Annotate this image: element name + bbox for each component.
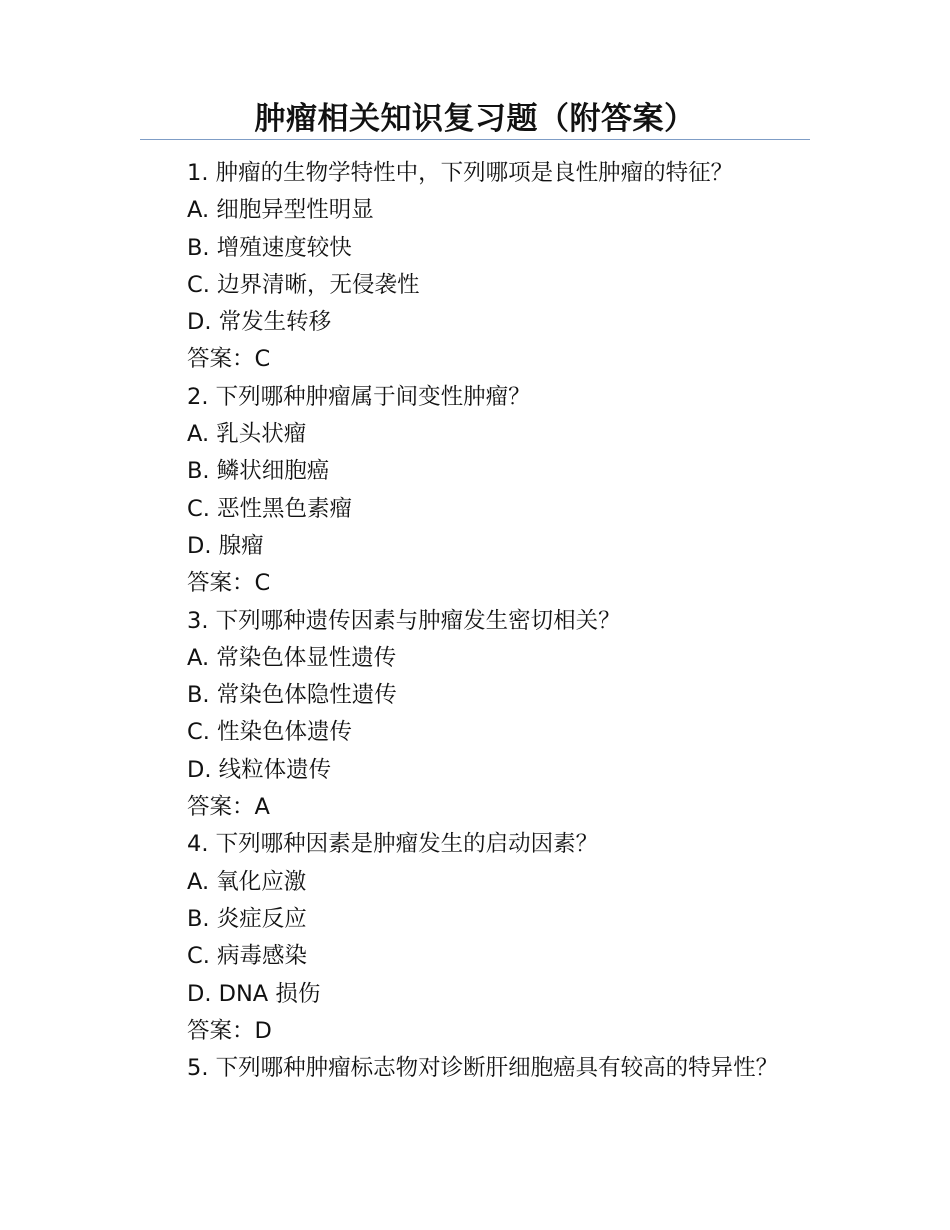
question-list <box>140 155 810 1083</box>
question-1-option-a: A. 细胞异型性明显 <box>187 197 374 224</box>
question-1-answer: 答案：C <box>187 346 271 373</box>
question-4-option-b: B. 炎症反应 <box>187 905 307 932</box>
question-1-option-b: B. 增殖速度较快 <box>187 234 352 261</box>
question-1-option-c: C. 边界清晰，无侵袭性 <box>187 271 420 298</box>
question-1-stem: 1. 肿瘤的生物学特性中，下列哪项是良性肿瘤的特征？ <box>187 160 734 186</box>
question-2-option-a: A. 乳头状瘤 <box>187 421 307 448</box>
question-4-option-a: A. 氧化应激 <box>187 868 307 895</box>
question-5-stem: 5. 下列哪种肿瘤标志物对诊断肝细胞癌具有较高的特异性？ <box>187 1055 779 1082</box>
question-4-stem: 4. 下列哪种因素是肿瘤发生的启动因素？ <box>187 831 599 858</box>
question-4-answer: 答案：D <box>187 1017 272 1044</box>
question-3-option-c: C. 性染色体遗传 <box>187 719 353 746</box>
question-3-option-a: A. 常染色体显性遗传 <box>187 644 397 671</box>
question-4-option-c: C. 病毒感染 <box>187 943 308 970</box>
question-3-answer: 答案：A <box>187 794 270 821</box>
question-3-option-d: D. 线粒体遗传 <box>187 756 332 783</box>
question-1-option-d: D. 常发生转移 <box>187 309 332 336</box>
question-4-option-d: D. DNA 损伤 <box>187 980 321 1007</box>
question-2-option-d: D. 腺瘤 <box>187 532 264 559</box>
question-3-stem: 3. 下列哪种遗传因素与肿瘤发生密切相关？ <box>187 607 621 634</box>
question-2-option-c: C. 恶性黑色素瘤 <box>187 495 353 522</box>
question-3-option-b: B. 常染色体隐性遗传 <box>187 682 397 709</box>
document-title: 肿瘤相关知识复习题（附答案） <box>254 101 696 137</box>
question-2-answer: 答案：C <box>187 570 271 597</box>
question-2-stem: 2. 下列哪种肿瘤属于间变性肿瘤？ <box>187 383 531 410</box>
title-underline <box>140 139 810 140</box>
question-2-option-b: B. 鳞状细胞癌 <box>187 458 330 485</box>
